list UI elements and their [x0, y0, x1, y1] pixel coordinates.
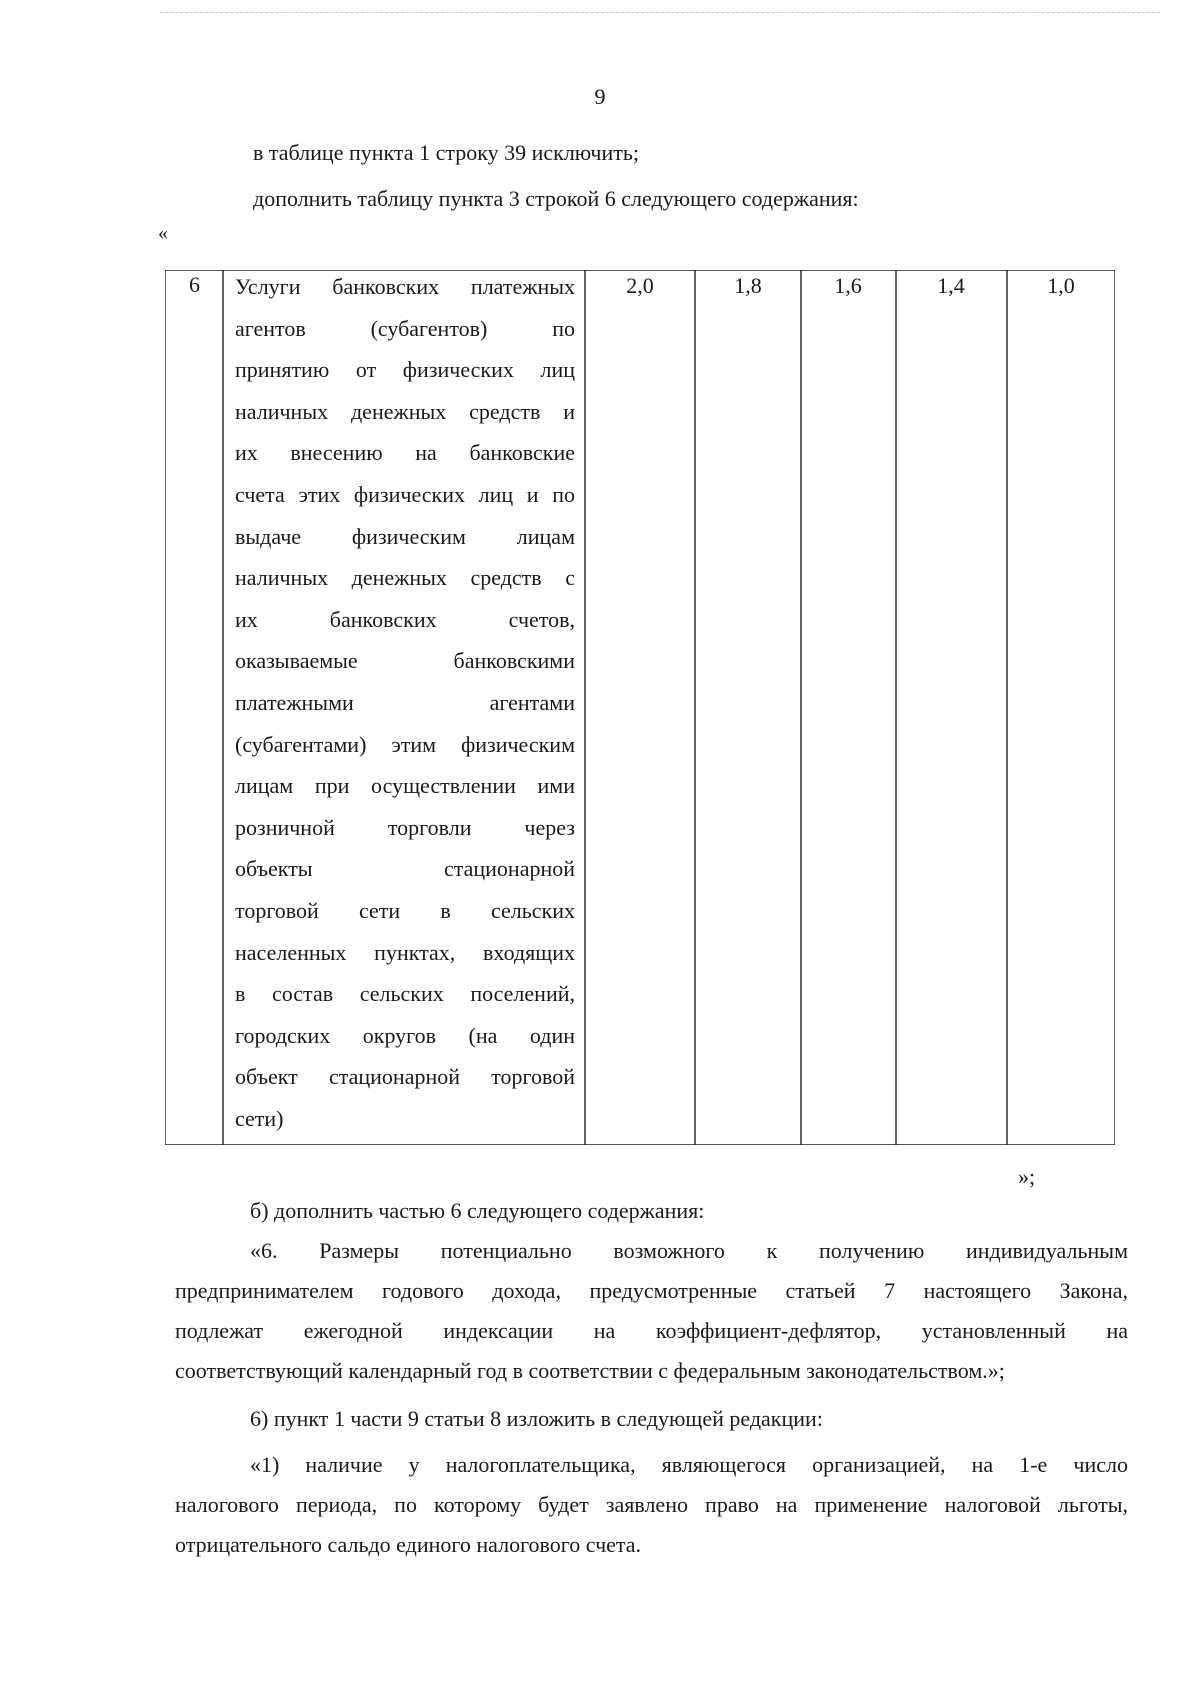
description-line: их внесению на банковские — [235, 440, 575, 466]
table-value-cell: 2,0 — [626, 273, 654, 298]
table-value-cell: 1,0 — [1047, 273, 1075, 298]
paragraph-line: соответствующий календарный год в соответствии с федеральным законодательством.»; — [175, 1358, 1005, 1383]
description-line: принятию от физических лиц — [235, 357, 575, 383]
closing-quote-mark: »; — [1018, 1164, 1036, 1189]
intro-line: дополнить таблицу пункта 3 строкой 6 следующего содержания: — [253, 186, 859, 211]
description-line: наличных денежных средств с — [235, 565, 575, 591]
description-line: лицам при осуществлении ими — [235, 773, 575, 799]
table-row-number: 6 — [189, 272, 200, 297]
part-b-heading: б) дополнить частью 6 следующего содержания: — [250, 1198, 705, 1223]
description-line: объекты стационарной — [235, 856, 575, 882]
description-line: сети) — [235, 1105, 284, 1131]
intro-line: в таблице пункта 1 строку 39 исключить; — [253, 140, 639, 165]
opening-quote-mark: « — [158, 222, 168, 244]
description-line: их банковских счетов, — [235, 606, 575, 632]
description-line: выдаче физическим лицам — [235, 523, 575, 549]
table-value-cell: 1,6 — [834, 273, 862, 298]
description-line: розничной торговли через — [235, 814, 575, 840]
description-line: городских округов (на один — [235, 1022, 575, 1048]
paragraph-line: «6. Размеры потенциально возможного к получению индивидуальным — [250, 1238, 1128, 1263]
description-line: Услуги банковских платежных — [235, 274, 575, 299]
top-edge-rule — [160, 12, 1160, 13]
description-line: торговой сети в сельских — [235, 897, 575, 923]
table-value-cell: 1,4 — [937, 273, 965, 298]
paragraph-line: налогового периода, по которому будет заявлено право на применение налоговой льготы, — [175, 1492, 1128, 1517]
description-line: населенных пунктах, входящих — [235, 939, 575, 965]
paragraph-line: предпринимателем годового дохода, предусмотренные статьей 7 настоящего Закона, — [175, 1278, 1128, 1303]
inserted-table-row — [165, 270, 1115, 1145]
description-line: платежными агентами — [235, 689, 575, 715]
description-line: счета этих физических лиц и по — [235, 481, 575, 507]
description-line: объект стационарной торговой — [235, 1064, 575, 1090]
description-line: в состав сельских поселений, — [235, 981, 575, 1007]
description-line: оказываемые банковскими — [235, 648, 575, 674]
page-number: 9 — [594, 84, 606, 109]
paragraph-line: подлежат ежегодной индексации на коэффициент-дефлятор, установленный на — [175, 1318, 1128, 1343]
part-6-heading: 6) пункт 1 части 9 статьи 8 изложить в следующей редакции: — [250, 1406, 823, 1431]
description-line: наличных денежных средств и — [235, 398, 575, 424]
paragraph-line: отрицательного сальдо единого налогового счета. — [175, 1532, 642, 1557]
paragraph-line: «1) наличие у налогоплательщика, являющегося организацией, на 1-е число — [250, 1452, 1128, 1477]
table-value-cell: 1,8 — [734, 273, 762, 298]
description-line: агентов (субагентов) по — [235, 315, 575, 341]
table-description-cell — [235, 272, 575, 1145]
description-line: (субагентами) этим физическим — [235, 731, 575, 757]
